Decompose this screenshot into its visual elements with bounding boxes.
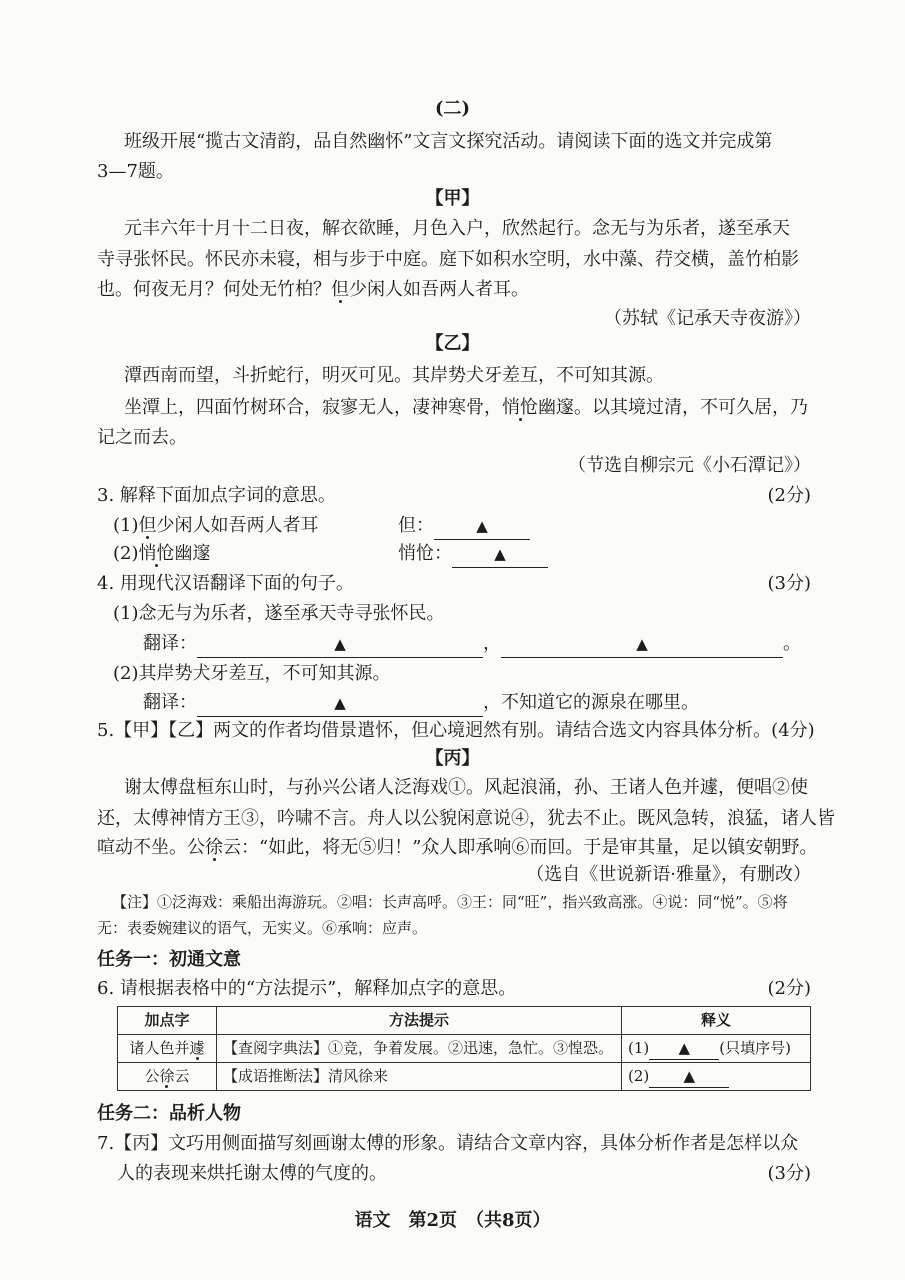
row1-word: 诸人色并遽 — [118, 1035, 217, 1063]
bing-source: （选自《世说新语·雅量》，有删改） — [526, 864, 811, 885]
table-row — [118, 1063, 811, 1091]
jia-source: （苏轼《记承天寺夜游》） — [604, 308, 811, 329]
table-header-row — [118, 1007, 811, 1035]
bing-note-2: 无：表委婉建议的语气，无实义。⑥承响：应声。 — [97, 919, 428, 937]
q3-item-1: (1)但少闲人如吾两人者耳 — [113, 515, 319, 536]
bing-line-2: 还，太傅神情方王③，吟啸不言。舟人以公貌闲意说④，犹去不止。既风急转，浪猛，诸人皆 — [97, 808, 835, 829]
table-row — [118, 1035, 811, 1063]
q4-stem: 4. 用现代汉语翻译下面的句子。 — [97, 573, 354, 594]
row1-answer[interactable]: (1) ▲ (只填序号) — [622, 1035, 811, 1063]
q4-translation-1[interactable]: 翻译： ▲ ， ▲ 。 — [143, 630, 801, 658]
answer-triangle-mark: ▲ — [476, 517, 488, 535]
row2-answer[interactable]: (2) ▲ — [622, 1063, 811, 1091]
q7-line-1: 7.【丙】文巧用侧面描写刻画谢太傅的形象。请结合文章内容，具体分析作者是怎样以众 — [97, 1133, 799, 1154]
q6-table — [117, 1006, 811, 1091]
section-title: (二) — [434, 98, 471, 119]
q6-stem: 6. 请根据表格中的“方法提示”，解释加点字的意思。 — [97, 978, 517, 999]
q4-item-2: (2)其岸势犬牙差互，不可知其源。 — [113, 663, 391, 684]
bing-note-1: 【注】①泛海戏：乘船出海游玩。②唱：长声高呼。③王：同“旺”，指兴致高涨。④说：同“悦”。⑤将 — [112, 893, 788, 911]
q5-stem: 5.【甲】【乙】两文的作者均借景遣怀，但心境迥然有别。请结合选文内容具体分析。(4分) — [97, 720, 815, 741]
q3-stem: 3. 解释下面加点字词的意思。 — [97, 485, 336, 506]
table-header-word: 加点字 — [118, 1007, 217, 1035]
task-2-heading: 任务二：品析人物 — [97, 1103, 241, 1124]
q4-translation-2[interactable]: 翻译： ▲ ，不知道它的源泉在哪里。 — [143, 689, 699, 717]
q4-item-1: (1)念无与为乐者，遂至承天寺寻张怀民。 — [113, 603, 445, 624]
yi-line-3: 记之而去。 — [97, 427, 187, 448]
yi-line-2: 坐潭上，四面竹树环合，寂寥无人，凄神寒骨，悄怆幽邃。以其境过清，不可久居，乃 — [124, 397, 808, 418]
jia-line-3: 也。何夜无月？何处无竹柏？但少闲人如吾两人者耳。 — [97, 279, 529, 300]
intro-line-2: 3—7题。 — [97, 161, 174, 182]
answer-triangle-mark: ▲ — [494, 545, 506, 563]
dotted-word-qiaochuang: 悄怆 — [502, 397, 538, 418]
page-footer: 语文 第2页 （共8页） — [354, 1210, 551, 1231]
q7-score: (3分) — [767, 1163, 811, 1184]
table-header-method: 方法提示 — [217, 1007, 622, 1035]
table-header-meaning: 释义 — [622, 1007, 811, 1035]
row2-word: 公徐云 — [118, 1063, 217, 1091]
q7-line-2: 人的表现来烘托谢太傅的气度的。 — [117, 1163, 387, 1184]
bing-heading: 【丙】 — [425, 748, 480, 769]
bing-line-1: 谢太傅盘桓东山时，与孙兴公诸人泛海戏①。风起浪涌，孙、王诸人色并遽，便唱②使 — [124, 777, 808, 798]
row2-method: 【成语推断法】清风徐来 — [217, 1063, 622, 1091]
jia-line-2: 寺寻张怀民。怀民亦未寝，相与步于中庭。庭下如积水空明，水中藻、荇交横，盖竹柏影 — [97, 249, 799, 270]
yi-heading: 【乙】 — [425, 333, 480, 354]
jia-line-1: 元丰六年十月十二日夜，解衣欲睡，月色入户，欣然起行。念无与为乐者，遂至承天 — [124, 218, 790, 239]
row1-method: 【查阅字典法】①竞，争着发展。②迅速，急忙。③惶恐。 — [217, 1035, 622, 1063]
bing-line-3: 喧动不坐。公徐云：“如此，将无⑤归！”众人即承响⑥而回。于是审其量，足以镇安朝野。 — [97, 837, 818, 858]
jia-heading: 【甲】 — [425, 188, 480, 209]
intro-line-1: 班级开展“揽古文清韵，品自然幽怀”文言文探究活动。请阅读下面的选文并完成第 — [124, 131, 773, 152]
q4-score: (3分) — [767, 573, 811, 594]
yi-source: （节选自柳宗元《小石潭记》） — [568, 455, 811, 476]
dotted-word-dan: 但 — [331, 279, 349, 300]
task-1-heading: 任务一：初通文意 — [97, 949, 241, 970]
q6-score: (2分) — [767, 978, 811, 999]
yi-line-1: 潭西南而望，斗折蛇行，明灭可见。其岸势犬牙差互，不可知其源。 — [124, 365, 664, 386]
q3-item-2: (2)悄怆幽邃 — [113, 543, 211, 564]
q3-score: (2分) — [767, 485, 811, 506]
q3-answer-2[interactable]: 悄怆： ▲ — [398, 540, 548, 568]
q3-answer-1[interactable]: 但： ▲ — [398, 512, 530, 540]
